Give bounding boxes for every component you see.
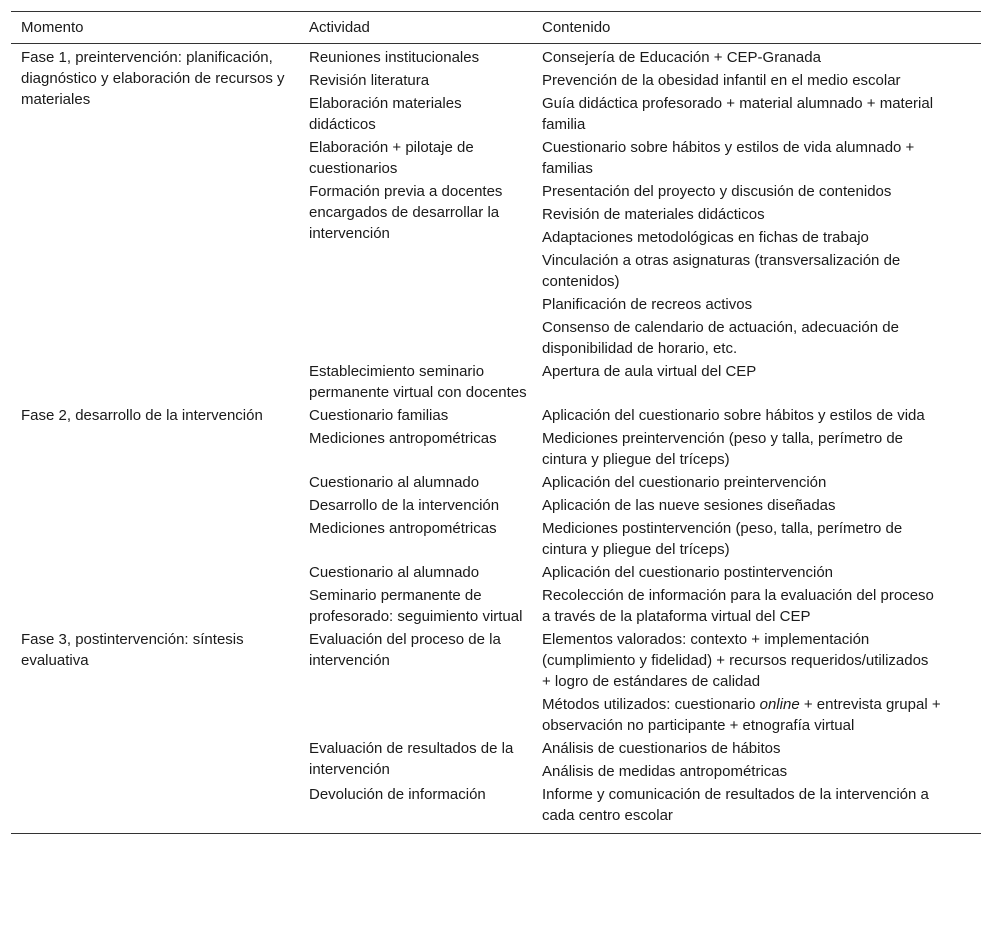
header-momento: Momento bbox=[21, 19, 84, 36]
cell-contenido: Apertura de aula virtual del CEP bbox=[542, 363, 757, 380]
cell-contenido: Recolección de información para la evaluación del proceso a través de la plataforma virtual del CEP bbox=[542, 587, 934, 625]
cell-momento bbox=[11, 738, 299, 759]
cell-momento bbox=[11, 761, 299, 782]
cell-momento bbox=[11, 294, 299, 315]
cell-momento bbox=[11, 405, 299, 426]
cell-contenido: Elementos valorados: contexto + implementación (cumplimiento y fidelidad) + recursos requeridos/utilizados + logro de estándares de calidad bbox=[542, 631, 929, 690]
cell-momento bbox=[11, 227, 299, 248]
cell-text: Formación previa a docentes encargados de desarrollar la intervención bbox=[309, 183, 503, 242]
table-row bbox=[11, 317, 981, 359]
table-row bbox=[11, 585, 981, 627]
cell-actividad: Seminario permanente de profesorado: seguimiento virtual bbox=[309, 587, 523, 625]
cell-momento bbox=[11, 694, 299, 715]
cell-contenido: Análisis de cuestionarios de hábitos bbox=[542, 740, 781, 757]
cell-actividad bbox=[299, 250, 532, 271]
cell-contenido: Consenso de calendario de actuación, adecuación de disponibilidad de horario, etc. bbox=[542, 319, 899, 357]
table-row bbox=[11, 294, 981, 315]
cell-momento bbox=[11, 495, 299, 516]
contenido-text: Métodos utilizados: cuestionario bbox=[542, 696, 760, 713]
cell-momento bbox=[11, 317, 299, 338]
cell-actividad bbox=[299, 761, 532, 782]
cell-actividad: Revisión literatura bbox=[309, 72, 430, 89]
cell-momento bbox=[11, 137, 299, 158]
cell-momento bbox=[11, 784, 299, 805]
table-row bbox=[11, 428, 981, 470]
table-body bbox=[11, 44, 981, 833]
cell-text: Fase 3, postintervención: síntesis evaluativa bbox=[21, 631, 244, 669]
cell-actividad bbox=[299, 317, 532, 338]
cell-actividad bbox=[299, 694, 532, 715]
cell-contenido: Aplicación del cuestionario sobre hábitos y estilos de vida bbox=[542, 407, 925, 424]
cell-actividad: Mediciones antropométricas bbox=[309, 430, 497, 447]
cell-actividad bbox=[299, 738, 532, 778]
cell-contenido: Informe y comunicación de resultados de la intervención a cada centro escolar bbox=[542, 786, 929, 824]
table-row bbox=[11, 784, 981, 826]
cell-contenido: Vinculación a otras asignaturas (transversalización de contenidos) bbox=[542, 252, 901, 290]
cell-momento bbox=[11, 181, 299, 202]
cell-actividad: Cuestionario al alumnado bbox=[309, 564, 480, 581]
cell-contenido: Aplicación del cuestionario preintervención bbox=[542, 474, 827, 491]
cell-contenido: Prevención de la obesidad infantil en el medio escolar bbox=[542, 72, 901, 89]
cell-contenido bbox=[532, 694, 981, 736]
cell-actividad: Elaboración + pilotaje de cuestionarios bbox=[309, 139, 474, 177]
cell-contenido: Cuestionario sobre hábitos y estilos de vida alumnado + familias bbox=[542, 139, 915, 177]
cell-contenido: Guía didáctica profesorado + material alumnado + material familia bbox=[542, 95, 934, 133]
cell-text: Fase 1, preintervención: planificación, diagnóstico y elaboración de recursos y materiales bbox=[21, 49, 285, 108]
cell-contenido: Análisis de medidas antropométricas bbox=[542, 763, 788, 780]
cell-actividad: Elaboración materiales didácticos bbox=[309, 95, 462, 133]
cell-momento bbox=[11, 562, 299, 583]
table-row bbox=[11, 93, 981, 135]
cell-momento bbox=[11, 250, 299, 271]
cell-text: Evaluación de resultados de la intervención bbox=[309, 740, 514, 778]
cell-momento bbox=[11, 585, 299, 606]
cell-momento bbox=[11, 472, 299, 493]
table-row bbox=[11, 761, 981, 782]
cell-actividad bbox=[299, 227, 532, 248]
table-header bbox=[11, 12, 981, 44]
cell-contenido: Mediciones postintervención (peso, talla, perímetro de cintura y pliegue del tríceps) bbox=[542, 520, 903, 558]
table-row bbox=[11, 70, 981, 91]
table-row bbox=[11, 250, 981, 292]
table-row bbox=[11, 562, 981, 583]
cell-momento bbox=[11, 518, 299, 539]
table-row bbox=[11, 694, 981, 736]
cell-actividad: Cuestionario familias bbox=[309, 407, 449, 424]
cell-text: Evaluación del proceso de la intervención bbox=[309, 631, 501, 669]
cell-contenido: Aplicación de las nueve sesiones diseñadas bbox=[542, 497, 836, 514]
cell-momento bbox=[11, 204, 299, 225]
cell-momento bbox=[11, 47, 299, 108]
cell-momento bbox=[11, 70, 299, 91]
table-row bbox=[11, 227, 981, 248]
header-actividad: Actividad bbox=[309, 19, 370, 36]
cell-contenido: Consejería de Educación + CEP-Granada bbox=[542, 49, 821, 66]
cell-actividad bbox=[299, 294, 532, 315]
table-row bbox=[11, 472, 981, 493]
table-row bbox=[11, 204, 981, 225]
contenido-text: + entrevista grupal + observación no participante + etnografía virtual bbox=[542, 696, 941, 734]
cell-contenido: Aplicación del cuestionario postintervención bbox=[542, 564, 834, 581]
cell-actividad bbox=[299, 181, 532, 242]
cell-contenido: Revisión de materiales didácticos bbox=[542, 206, 765, 223]
cell-actividad: Mediciones antropométricas bbox=[309, 520, 497, 537]
cell-momento bbox=[11, 93, 299, 114]
cell-contenido: Planificación de recreos activos bbox=[542, 296, 753, 313]
table-row bbox=[11, 137, 981, 179]
cell-contenido: Presentación del proyecto y discusión de contenidos bbox=[542, 183, 892, 200]
table-row bbox=[11, 361, 981, 403]
cell-actividad bbox=[299, 204, 532, 225]
table-row bbox=[11, 405, 981, 426]
header-contenido: Contenido bbox=[542, 19, 611, 36]
cell-contenido: Mediciones preintervención (peso y talla, perímetro de cintura y pliegue del tríceps) bbox=[542, 430, 904, 468]
table-row bbox=[11, 518, 981, 560]
cell-momento bbox=[11, 629, 299, 669]
cell-actividad: Reuniones institucionales bbox=[309, 49, 480, 66]
cell-actividad: Desarrollo de la intervención bbox=[309, 497, 500, 514]
cell-actividad: Devolución de información bbox=[309, 786, 486, 803]
cell-actividad: Establecimiento seminario permanente virtual con docentes bbox=[309, 363, 527, 401]
activities-table bbox=[11, 11, 981, 834]
contenido-emphasis: online bbox=[759, 696, 800, 713]
cell-contenido: Adaptaciones metodológicas en fichas de trabajo bbox=[542, 229, 869, 246]
table-row bbox=[11, 629, 981, 692]
cell-actividad bbox=[299, 629, 532, 669]
cell-momento bbox=[11, 428, 299, 449]
table-row bbox=[11, 495, 981, 516]
cell-actividad: Cuestionario al alumnado bbox=[309, 474, 480, 491]
cell-momento bbox=[11, 361, 299, 382]
cell-text: Fase 2, desarrollo de la intervención bbox=[21, 407, 263, 424]
